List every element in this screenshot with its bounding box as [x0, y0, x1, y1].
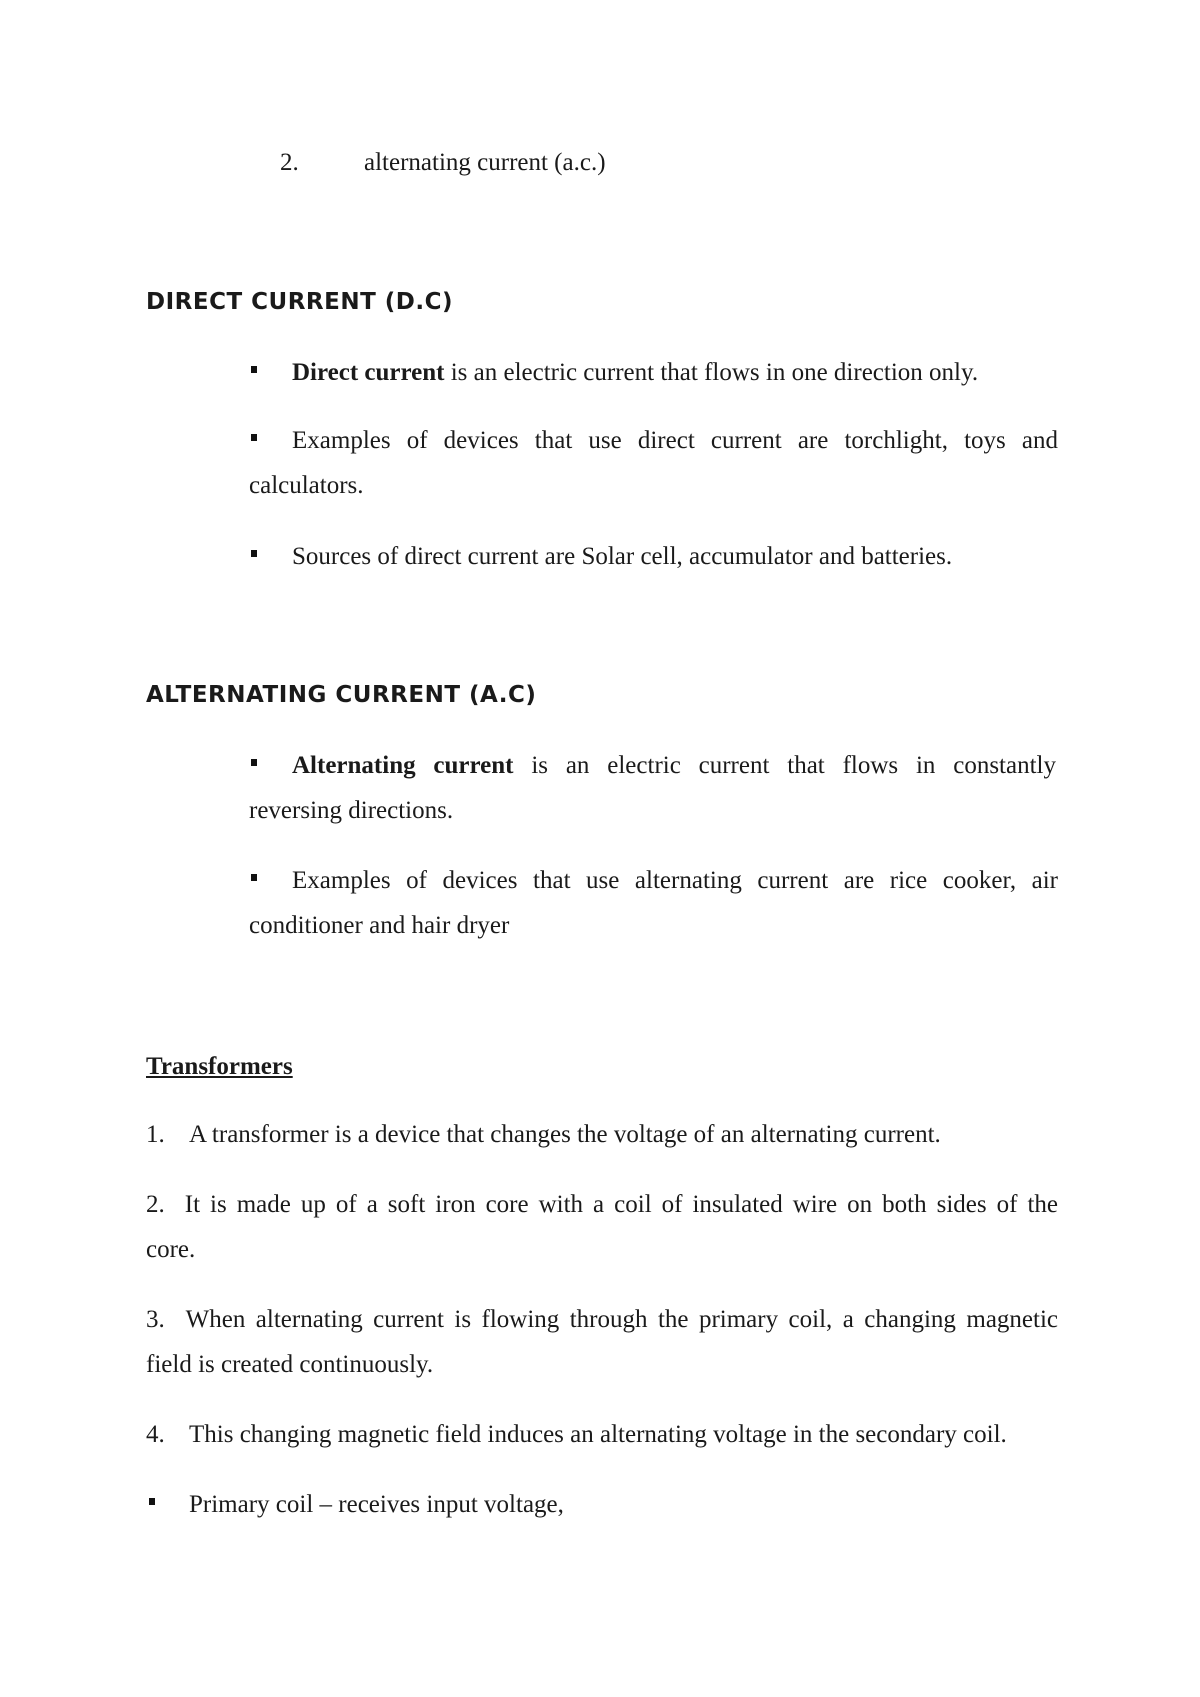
- transformers-item-2-line1: [146, 1182, 1058, 1227]
- transformers-item-3-line2: field is created continuously.: [146, 1351, 434, 1378]
- dc-bullet-1-rest: is an electric current that flows in one direction only.: [444, 359, 979, 386]
- ac-bullet-2-line1: Examples of devices that use alternating current are rice cooker, air: [292, 867, 1058, 894]
- dc-bullet-1-bold: Direct current: [292, 359, 445, 386]
- top-list-item: [280, 140, 299, 185]
- item-2-number: 2.: [146, 1191, 165, 1218]
- ac-bullet-1-rest: is an electric current that flows in constantly: [513, 752, 1056, 779]
- top-item-text-wrap: [364, 140, 606, 185]
- transformers-bullet: Primary coil – receives input voltage,: [189, 1491, 564, 1518]
- item-2-line1: It is made up of a soft iron core with a coil of insulated wire on both sides of the: [184, 1191, 1058, 1218]
- dc-bullet-2-marker: [251, 434, 257, 441]
- item-1-text: A transformer is a device that changes the voltage of an alternating current.: [189, 1121, 941, 1148]
- ac-bullet-1-bold: Alternating current: [292, 752, 514, 779]
- transformers-item-3-line1: [146, 1297, 1058, 1342]
- item-3-number: 3.: [146, 1306, 165, 1333]
- ac-bullet-2-line2: conditioner and hair dryer: [249, 912, 510, 939]
- dc-bullet-3-marker: [251, 550, 257, 557]
- dc-bullet-1: [292, 350, 978, 395]
- item-1-number: 1.: [146, 1121, 165, 1148]
- item-3-line1: When alternating current is flowing through the primary coil, a changing magnetic: [185, 1306, 1059, 1333]
- dc-heading: DIRECT CURRENT (D.C): [146, 289, 454, 315]
- transformers-item-4: [146, 1412, 1007, 1457]
- item-4-text: This changing magnetic field induces an alternating voltage in the secondary coil.: [189, 1421, 1007, 1448]
- ac-bullet-1-marker: [251, 759, 257, 766]
- dc-bullet-1-marker: [251, 366, 257, 373]
- ac-bullet-1-line1: [292, 743, 1056, 788]
- top-item-text: alternating current (a.c.): [364, 149, 606, 176]
- ac-heading: ALTERNATING CURRENT (A.C): [146, 682, 537, 708]
- transformers-heading: Transformers: [146, 1053, 293, 1080]
- transformers-bullet-marker: [149, 1498, 155, 1505]
- ac-bullet-2-marker: [251, 874, 257, 881]
- dc-bullet-3: Sources of direct current are Solar cell, accumulator and batteries.: [292, 543, 953, 570]
- dc-bullet-2-line2: calculators.: [249, 472, 364, 499]
- top-item-number: 2.: [280, 149, 299, 176]
- item-4-number: 4.: [146, 1421, 165, 1448]
- ac-bullet-1-line2: reversing directions.: [249, 797, 454, 824]
- transformers-item-2-line2: core.: [146, 1236, 196, 1263]
- dc-bullet-2-line1: Examples of devices that use direct current are torchlight, toys and: [292, 427, 1058, 454]
- transformers-item-1: [146, 1112, 941, 1157]
